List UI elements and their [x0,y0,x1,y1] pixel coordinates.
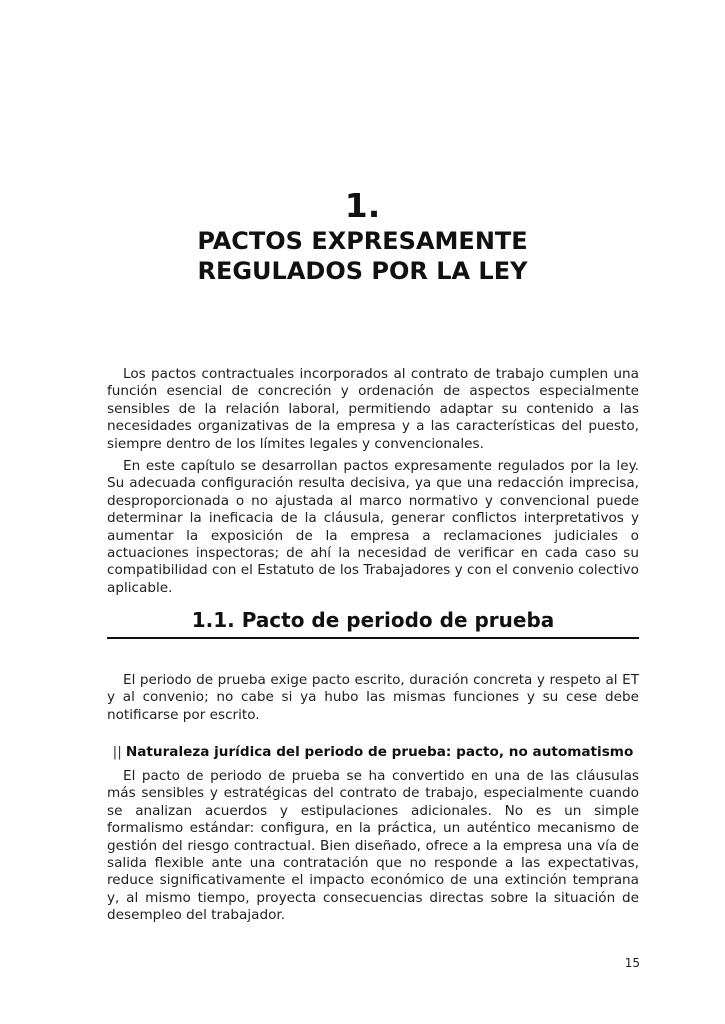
intro-paragraph-1: Los pactos contractuales incorporados al contrato de trabajo cumplen una función esencial de concreción y ordenación de aspectos especialmente sensibles de la relación laboral, permitiendo adaptar su contenido a las necesidades organizativas de la empresa y a las características del puesto, siempre dentro de los límites legales y convencionales. [107,366,639,452]
subheading-marker: || [112,744,122,760]
chapter-title-line-2: REGULADOS POR LA LEY [197,257,528,285]
section-heading: 1.1. Pacto de periodo de prueba [107,606,639,639]
intro-text [107,366,639,602]
section-body-paragraph: El pacto de periodo de prueba se ha convertido en una de las cláusulas más sensibles y estratégicas del contrato de trabajo, especialmente cuando se analizan acuerdos y estipulaciones adicionales. No es un simple formalismo estándar: configura, en la práctica, un auténtico mecanismo de gestión del riesgo contractual. Bien diseñado, ofrece a la empresa una vía de salida flexible ante una contratación que no responde a las expectativas, reduce significativamente el impacto económico de una extinción temprana y, al mismo tiempo, proyecta consecuencias directas sobre la situación de desempleo del trabajador. [107,768,639,924]
page-number: 15 [624,956,640,970]
chapter-number: 1. [344,186,381,225]
intro-paragraph-2: En este capítulo se desarrollan pactos expresamente regulados por la ley. Su adecuada configuración resulta decisiva, ya que una redacción imprecisa, desproporcionada o no ajustada al marco normativo y convencional puede determinar la ineficacia de la cláusula, generar conflictos interpretativos y aumentar la exposición de la empresa a reclamaciones judiciales o actuaciones inspectoras; de ahí la necesidad de verificar en cada caso su compatibilidad con el Estatuto de los Trabajadores y con el convenio colectivo aplicable. [107,458,639,596]
section-body [107,768,639,930]
subheading [107,743,639,761]
chapter-title [0,226,725,286]
section-summary [107,672,639,729]
section-summary-paragraph: El periodo de prueba exige pacto escrito, duración concreta y respeto al ET y al convenio; no cabe si ya hubo las mismas funciones y su cese debe notificarse por escrito. [107,672,639,723]
subheading-text: Naturaleza jurídica del periodo de prueba: pacto, no automatismo [125,744,634,760]
chapter-title-line-1: PACTOS EXPRESAMENTE [197,227,528,255]
